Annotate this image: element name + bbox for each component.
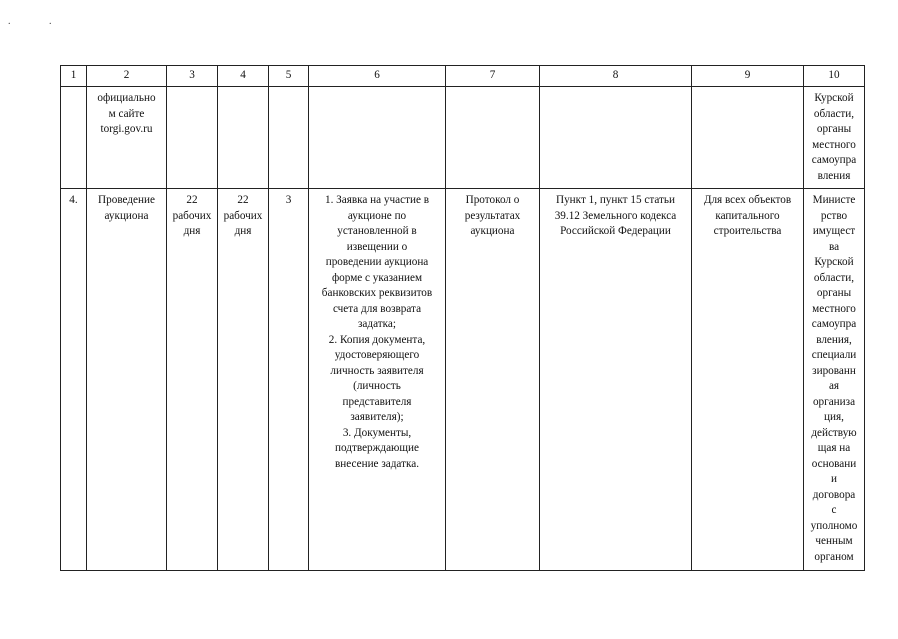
header-cell-6: 6 [309,66,446,87]
header-cell-2: 2 [87,66,167,87]
header-cell-9: 9 [692,66,804,87]
row2-number: 4. [61,189,87,571]
procedure-table [60,65,865,571]
row1-number [61,87,87,189]
row2-responsible: Министе рство имущест ва Курской области, органы местного самоупра вления, специали зированн ая организа ция, действую щая на основани и договора с уполномо ченным органом [804,189,865,571]
row2-scope: Для всех объектов капитального строительства [692,189,804,571]
row1-procedure: официально м сайте torgi.gov.ru [87,87,167,189]
row2-legal-basis: Пункт 1, пункт 15 статьи 39.12 Земельного кодекса Российской Федерации [540,189,692,571]
header-cell-3: 3 [167,66,218,87]
row1-documents [309,87,446,189]
row1-responsible: Курской области, органы местного самоупра вления [804,87,865,189]
header-cell-1: 1 [61,66,87,87]
row1-count [269,87,309,189]
row2-procedure: Проведение аукциона [87,189,167,571]
row2-count: 3 [269,189,309,571]
header-cell-4: 4 [218,66,269,87]
row1-result [446,87,540,189]
row2-documents: 1. Заявка на участие в аукционе по установленной в извещении о проведении аукциона форме с указанием банковских реквизитов счета для возврата задатка; 2. Копия документа, удостоверяющего личность заявителя (личность представителя заявителя); 3. Документы, подтверждающие внесение задатка. [309,189,446,571]
row1-scope [692,87,804,189]
scan-specks: . . [8,16,70,27]
row2-result: Протокол о результатах аукциона [446,189,540,571]
row2-term-alt: 22 рабочих дня [218,189,269,571]
row1-legal-basis [540,87,692,189]
row1-term-alt [218,87,269,189]
header-cell-8: 8 [540,66,692,87]
table-row [61,87,865,189]
header-row [61,66,865,87]
table-row [61,189,865,571]
row1-term [167,87,218,189]
header-cell-5: 5 [269,66,309,87]
header-cell-7: 7 [446,66,540,87]
header-cell-10: 10 [804,66,865,87]
row2-term: 22 рабочих дня [167,189,218,571]
